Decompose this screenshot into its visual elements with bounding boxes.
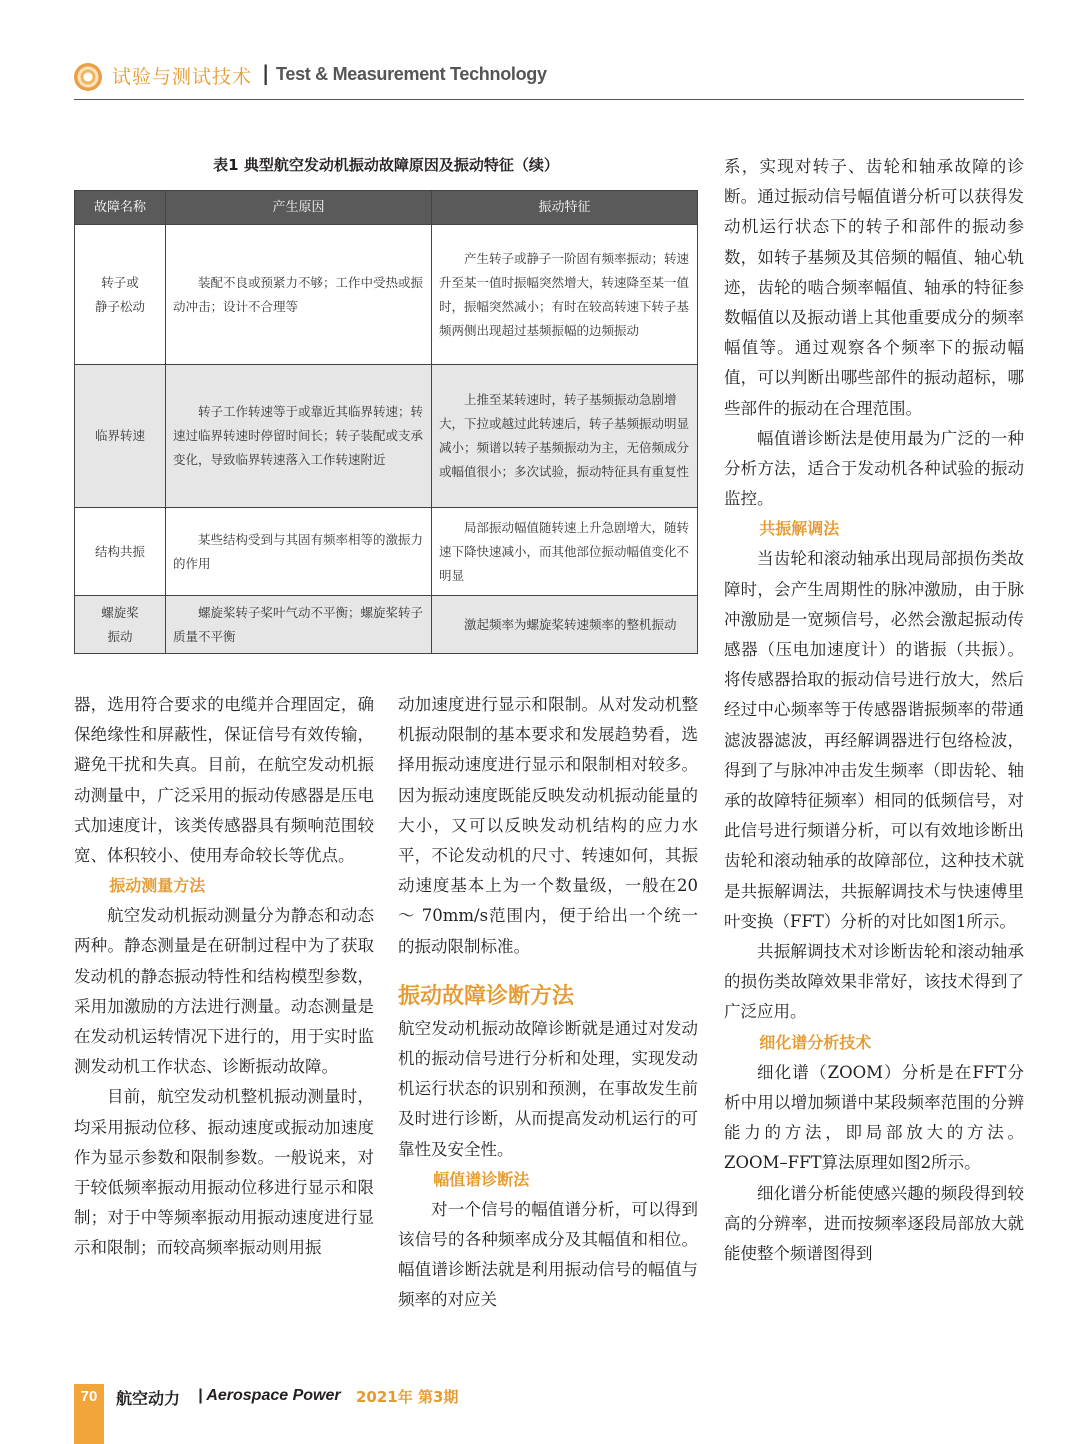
table-header-row xyxy=(75,191,698,225)
paragraph: 目前，航空发动机整机振动测量时，均采用振动位移、振动速度或振动加速度作为显示参数和限制参数。一般说来，对于较低频率振动用振动位移进行显示和限制；对于中等频率振动用振动速度进行显示和限制；而较高频率振动则用振 xyxy=(74,1087,374,1258)
section-heading: 振动故障诊断方法 xyxy=(398,983,575,1009)
section-title-zh: 试验与测试技术 xyxy=(112,66,253,88)
paragraph: 系，实现对转子、齿轮和轴承故障的诊断。通过振动信号幅值谱分析可以获得发动机运行状态下的转子和部件的振动参数，如转子基频及其倍频的幅值、轴心轨迹，齿轮的啮合频率幅值、轴承的特征参数幅值以及振动谱上其他重要成分的频率幅值等。通过观察各个频率下的振动幅值，可以判断出哪些部件的振动超标，哪些部件的振动在合理范围。 xyxy=(724,157,1024,418)
table-cell-cause: 转子工作转速等于或靠近其临界转速；转速过临界转速时停留时间长；转子装配或支承变化，导致临界转速落入工作转速附近 xyxy=(166,365,432,508)
table-cell-name: 结构共振 xyxy=(75,508,166,596)
subsection-heading: 细化谱分析技术 xyxy=(759,1032,872,1052)
column-header-cause: 产生原因 xyxy=(166,191,432,225)
paragraph: 器，选用符合要求的电缆并合理固定，确保绝缘性和屏蔽性，保证信号有效传输，避免干扰和失真。目前，在航空发动机振动测量中，广泛采用的振动传感器是压电式加速度计，该类传感器具有频响范围较宽、体积较小、使用寿命较长等优点。 xyxy=(74,695,374,866)
table-cell-cause: 螺旋桨转子桨叶气动不平衡；螺旋桨转子质量不平衡 xyxy=(166,596,432,654)
header-separator: | xyxy=(262,61,270,85)
paragraph: 细化谱分析能使感兴趣的频段得到较高的分辨率，进而按频率逐段局部放大就能使整个频谱图得到 xyxy=(724,1183,1024,1263)
table-cell-cause: 装配不良或预紧力不够；工作中受热或振动冲击；设计不合理等 xyxy=(166,225,432,365)
paragraph: 动加速度进行显示和限制。从对发动机整机振动限制的基本要求和发展趋势看，选择用振动速度进行显示和限制相对较多。因为振动速度既能反映发动机振动能量的大小，又可以反映发动机结构的应力水平，不论发动机的尺寸、转速如何，其振动速度基本上为一个数量级，一般在20 ～ 70mm/s范围内，便于给出一个统一的振动限制标准。 xyxy=(398,695,698,956)
text-column-right xyxy=(724,152,1024,1269)
table-cell-cause: 某些结构受到与其固有频率相等的激振力的作用 xyxy=(166,508,432,596)
table-cell-feature: 局部振动幅值随转速上升急剧增大，随转速下降快速减小，而其他部位振动幅值变化不明显 xyxy=(432,508,698,596)
page-number: 70 xyxy=(80,1388,98,1405)
table-cell-name: 转子或 静子松动 xyxy=(75,225,166,365)
table-row xyxy=(75,596,698,654)
column-header-fault-name: 故障名称 xyxy=(75,191,166,225)
running-header xyxy=(74,60,1024,100)
table-cell-feature: 上推至某转速时，转子基频振动急剧增大，下拉或越过此转速后，转子基频振动明显减小；频谱以转子基频振动为主，无倍频成分或幅值很小；多次试验，振动特征具有重复性 xyxy=(432,365,698,508)
section-title-en: Test & Measurement Technology xyxy=(276,64,547,84)
journal-name-zh: 航空动力 xyxy=(116,1389,181,1408)
fault-table xyxy=(74,190,698,654)
table-cell-feature: 激起频率为螺旋桨转速频率的整机振动 xyxy=(432,596,698,654)
paragraph: 对一个信号的幅值谱分析，可以得到该信号的各种频率成分及其幅值和相位。幅值谱诊断法就是利用振动信号的幅值与频率的对应关 xyxy=(398,1199,698,1310)
table-row xyxy=(75,365,698,508)
paragraph: 航空发动机振动测量分为静态和动态两种。静态测量是在研制过程中为了获取发动机的静态振动特性和结构模型参数，采用加激励的方法进行测量。动态测量是在发动机运转情况下进行的，用于实时监测发动机工作状态、诊断振动故障。 xyxy=(74,906,374,1077)
paragraph: 当齿轮和滚动轴承出现局部损伤类故障时，会产生周期性的脉冲激励，由于脉冲激励是一宽频信号，必然会激起振动传感器（压电加速度计）的谐振（共振）。将传感器拾取的振动信号进行放大，然后经过中心频率等于传感器谐振频率的带通滤波器滤波，再经解调器进行包络检波，得到了与脉冲冲击发生频率（即齿轮、轴承的故障特征频率）相同的低频信号，对此信号进行频谱分析，可以有效地诊断出齿轮和滚动轴承的故障部位，这种技术就是共振解调法，共振解调技术与快速傅里叶变换（FFT）分析的对比如图1所示。 xyxy=(724,549,1024,931)
table-cell-name: 螺旋桨 振动 xyxy=(75,596,166,654)
table-cell-name: 临界转速 xyxy=(75,365,166,508)
table-caption: 表1 典型航空发动机振动故障原因及振动特征（续） xyxy=(213,156,559,174)
column-header-feature: 振动特征 xyxy=(432,191,698,225)
paragraph: 细化谱（ZOOM）分析是在FFT分析中用以增加频谱中某段频率范围的分辨能力的方法，即局部放大的方法。ZOOM–FFT算法原理如图2所示。 xyxy=(724,1062,1024,1173)
subsection-heading: 幅值谱诊断法 xyxy=(433,1169,530,1189)
subsection-heading: 共振解调法 xyxy=(759,519,840,539)
text-column-left xyxy=(74,690,374,1264)
journal-issue: 2021年 第3期 xyxy=(356,1388,459,1406)
table-row xyxy=(75,508,698,596)
paragraph: 幅值谱诊断法是使用最为广泛的一种分析方法，适合于发动机各种试验的振动监控。 xyxy=(724,428,1024,509)
section-logo-icon xyxy=(74,63,102,91)
table-row xyxy=(75,225,698,365)
text-column-middle xyxy=(398,690,698,1316)
subsection-heading: 振动测量方法 xyxy=(109,876,206,896)
table-cell-feature: 产生转子或静子一阶固有频率振动；转速升至某一值时振幅突然增大，转速降至某一值时，振幅突然减小；有时在较高转速下转子基频两侧出现超过基频振幅的边频振动 xyxy=(432,225,698,365)
paragraph: 航空发动机振动故障诊断就是通过对发动机的振动信号进行分析和处理，实现发动机运行状态的识别和预测，在事故发生前及时进行诊断，从而提高发动机运行的可靠性及安全性。 xyxy=(398,1018,698,1159)
journal-name-en: | Aerospace Power xyxy=(198,1387,341,1404)
paragraph: 共振解调技术对诊断齿轮和滚动轴承的损伤类故障效果非常好，该技术得到了广泛应用。 xyxy=(724,942,1024,1022)
